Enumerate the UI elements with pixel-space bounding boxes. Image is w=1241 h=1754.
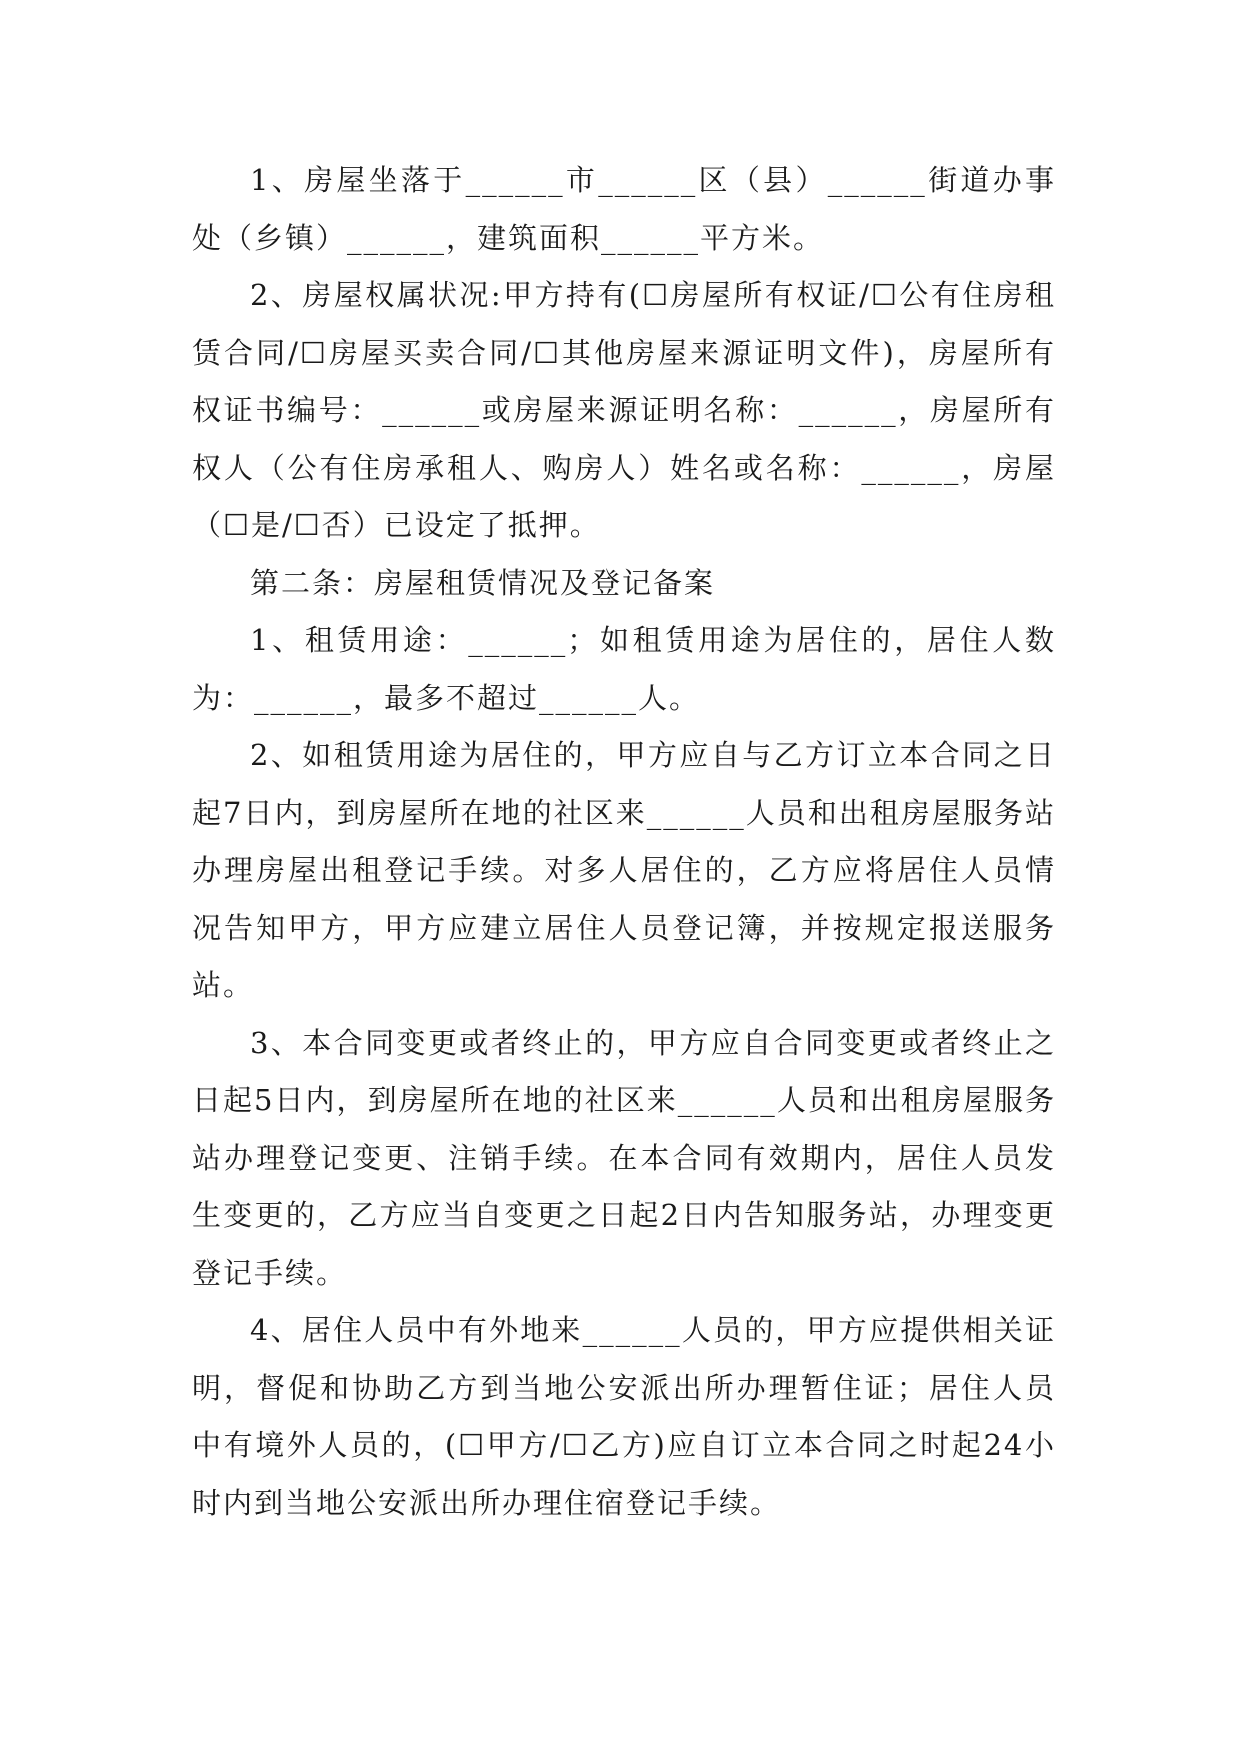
section-heading-article-2: 第二条：房屋租赁情况及登记备案 xyxy=(250,565,716,600)
paragraph-nonlocal-residents: 4、居住人员中有外地来______人员的，甲方应提供相关证明，督促和协助乙方到当地公安派出所办理暂住证；居住人员中有境外人员的，(☐甲方/☐乙方)应自订立本合同之时起24小时内到当地公安派出所办理住宿登记手续。 xyxy=(192,1313,1056,1520)
paragraph-registration: 2、如租赁用途为居住的，甲方应自与乙方订立本合同之日起7日内，到房屋所在地的社区来______人员和出租房屋服务站办理房屋出租登记手续。对多人居住的，乙方应将居住人员情况告知甲方，甲方应建立居住人员登记簿，并按规定报送服务站。 xyxy=(192,738,1056,1002)
paragraph-change-termination: 3、本合同变更或者终止的，甲方应自合同变更或者终止之日起5日内，到房屋所在地的社区来______人员和出租房屋服务站办理登记变更、注销手续。在本合同有效期内，居住人员发生变更的，乙方应当自变更之日起2日内告知服务站，办理变更登记手续。 xyxy=(192,1025,1056,1290)
paragraph-location: 1、房屋坐落于______市______区（县）______街道办事处（乡镇）______，建筑面积______平方米。 xyxy=(192,163,1056,255)
paragraph-ownership: 2、房屋权属状况:甲方持有(☐房屋所有权证/☐公有住房租赁合同/☐房屋买卖合同/☐其他房屋来源证明文件)，房屋所有权证书编号：______或房屋来源证明名称：______，房屋所有权人（公有住房承租人、购房人）姓名或名称：______，房屋（☐是/☐否）已设定了抵押。 xyxy=(192,278,1056,542)
paragraph-purpose: 1、租赁用途：______；如租赁用途为居住的，居住人数为：______，最多不超过______人。 xyxy=(192,623,1056,715)
document-body xyxy=(192,152,1056,1532)
